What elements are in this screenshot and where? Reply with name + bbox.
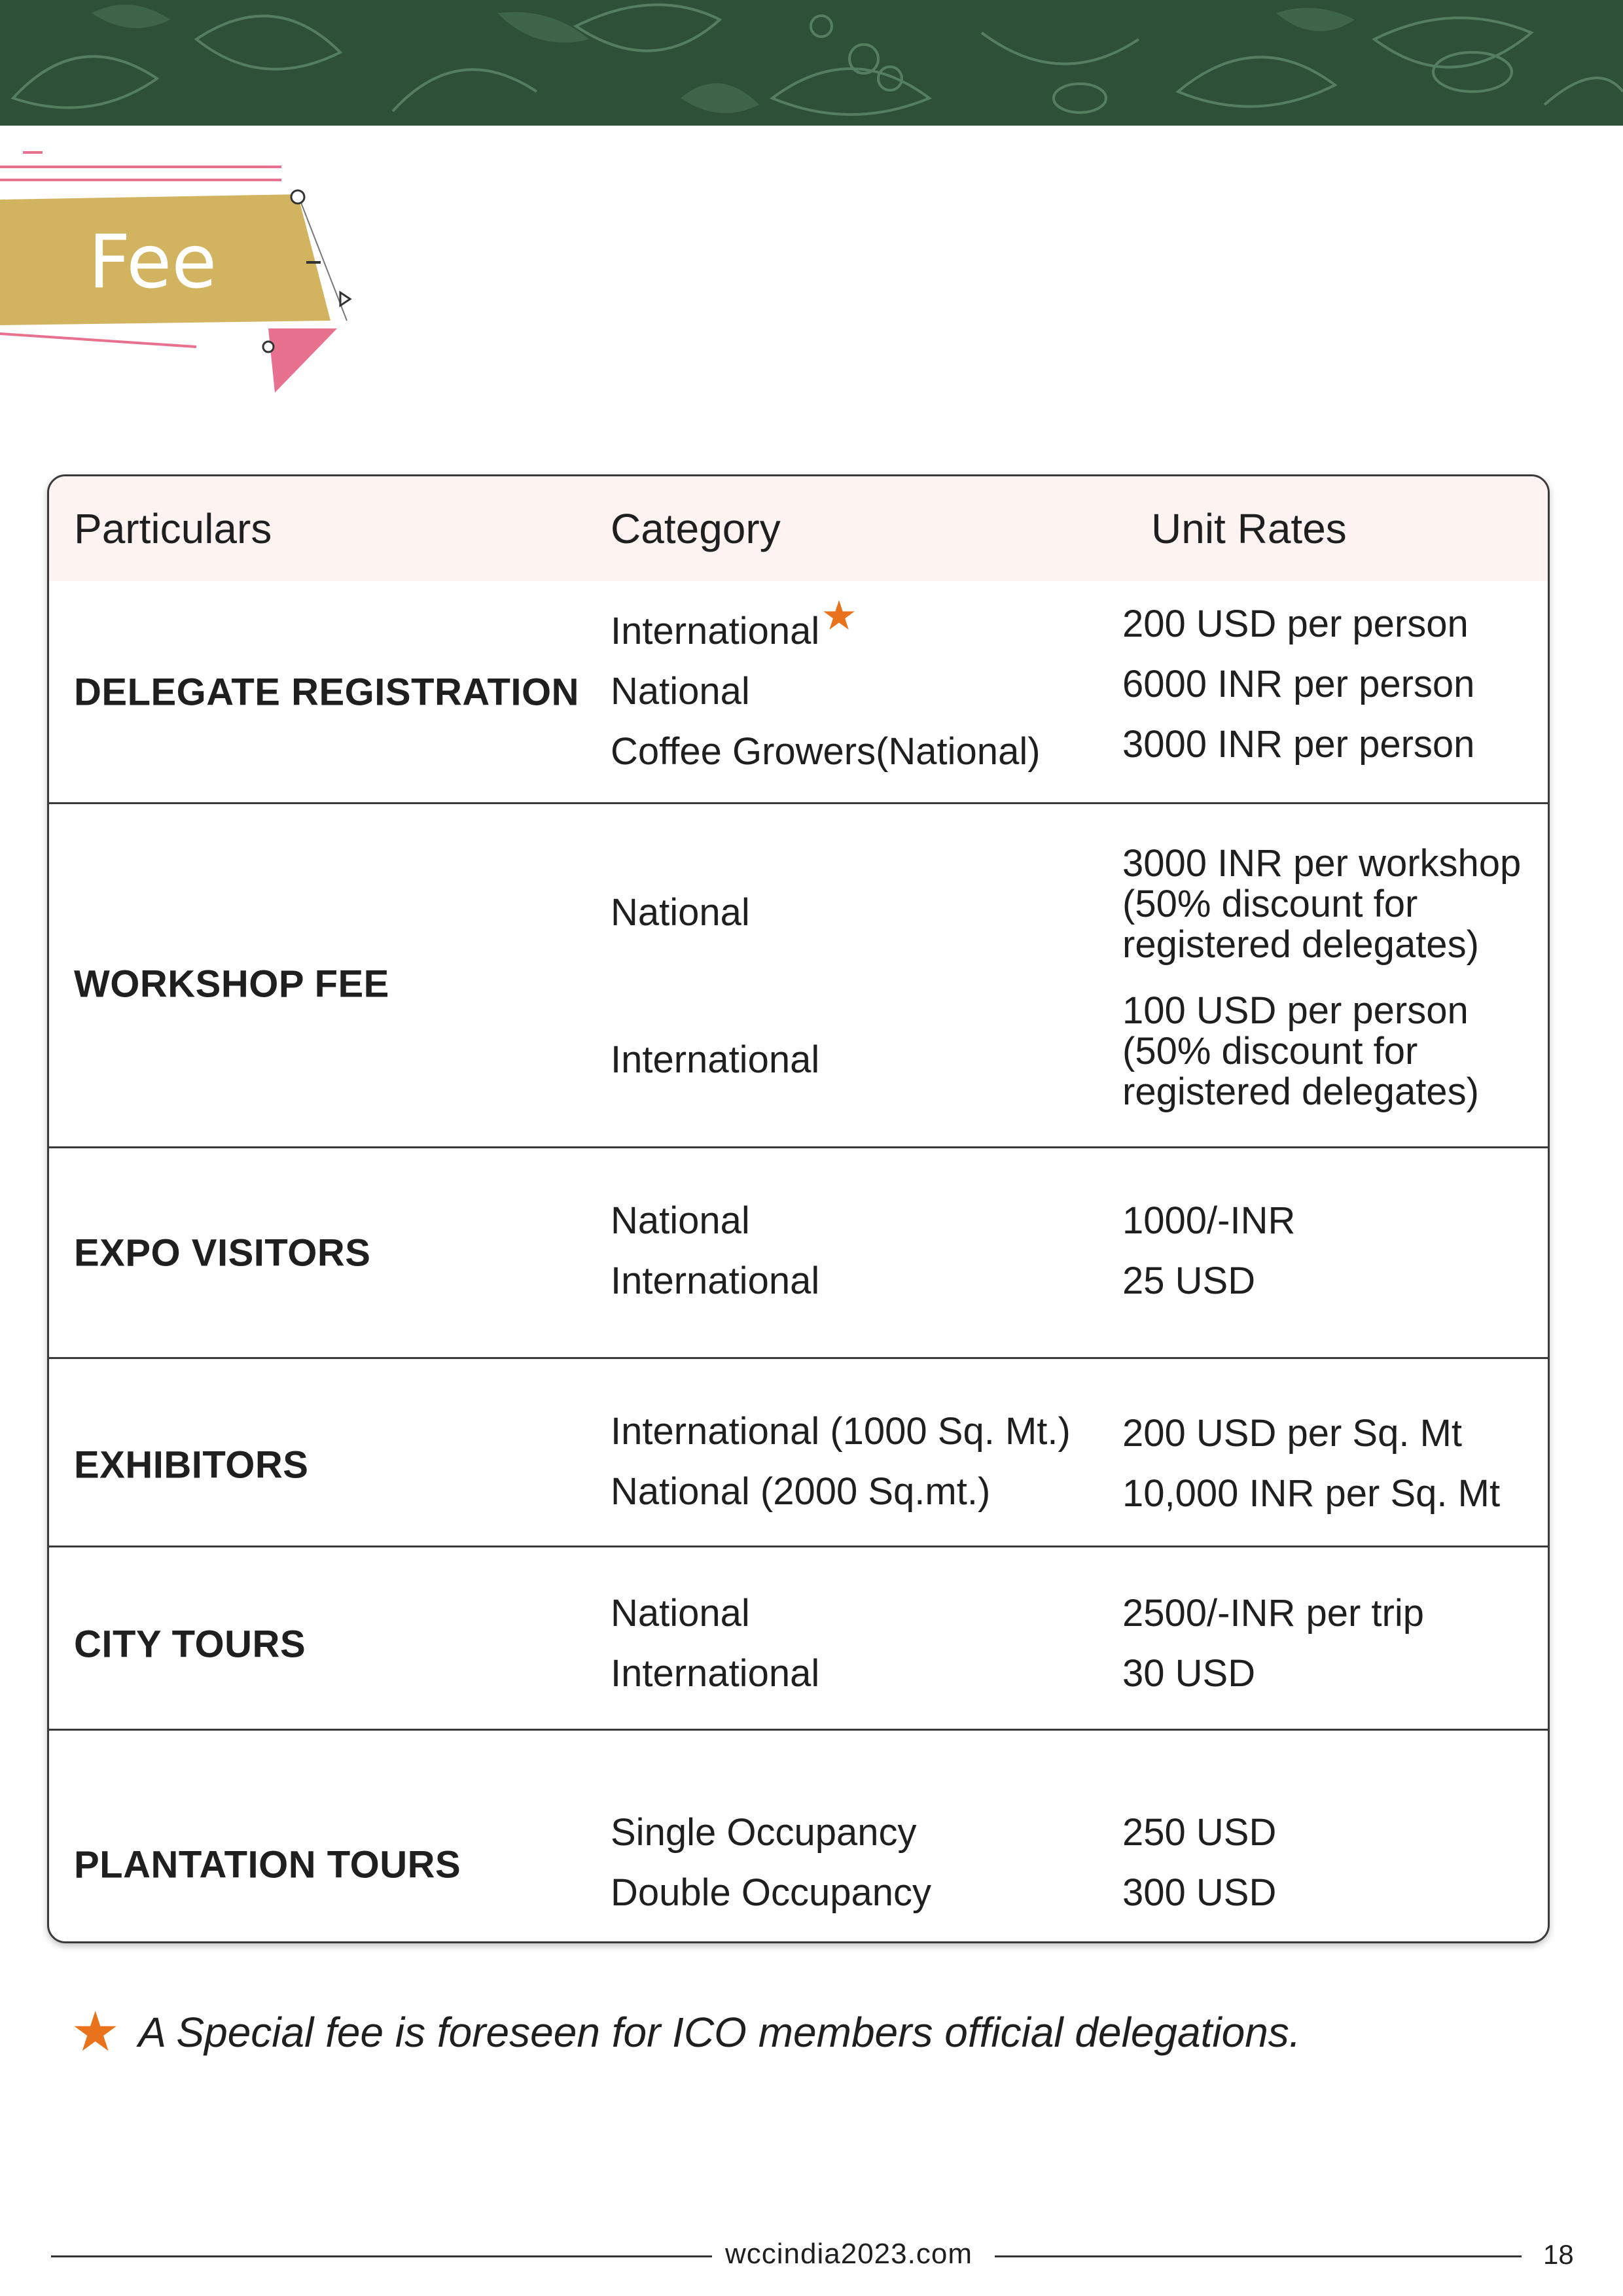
rate-value: 300 USD xyxy=(1122,1871,1277,1914)
particular-label: EXHIBITORS xyxy=(74,1443,309,1487)
category-value: National (2000 Sq.mt.) xyxy=(611,1470,991,1513)
header-banner xyxy=(0,0,1623,126)
footer-website-link[interactable]: wccindia2023.com xyxy=(725,2238,972,2270)
rate-value: 2500/-INR per trip xyxy=(1122,1592,1424,1634)
particular-label: PLANTATION TOURS xyxy=(74,1843,461,1886)
star-icon: ★ xyxy=(71,2001,120,2062)
column-header-unit-rates: Unit Rates xyxy=(1151,505,1347,552)
section-title-tag xyxy=(0,141,366,402)
category-value: International xyxy=(611,1260,820,1302)
rate-value: 200 USD per person xyxy=(1122,603,1469,645)
category-value: National xyxy=(611,670,750,713)
fee-table xyxy=(47,474,1550,1943)
category-value: Single Occupancy xyxy=(611,1811,917,1854)
rate-value: 25 USD xyxy=(1122,1260,1256,1302)
footer-divider-left xyxy=(51,2255,712,2257)
rate-value: 30 USD xyxy=(1122,1652,1256,1695)
particular-label: DELEGATE REGISTRATION xyxy=(74,671,580,714)
category-cell xyxy=(611,593,1041,782)
rate-value: 200 USD per Sq. Mt xyxy=(1122,1412,1462,1455)
rate-value: 6000 INR per person xyxy=(1122,663,1475,705)
rate-value: 1000/-INR xyxy=(1122,1199,1296,1242)
column-header-category: Category xyxy=(611,505,781,552)
leaf-pattern-icon xyxy=(0,0,1623,126)
category-value: National xyxy=(611,1199,750,1242)
table-row-city-tours xyxy=(49,1545,1548,1729)
footnote xyxy=(71,1996,1301,2060)
particular-label: EXPO VISITORS xyxy=(74,1231,371,1275)
category-value: International xyxy=(611,1038,820,1081)
category-value: International xyxy=(611,1652,820,1695)
rate-cell xyxy=(1122,1191,1295,1311)
rate-value: 250 USD xyxy=(1122,1811,1277,1854)
category-value: Coffee Growers(National) xyxy=(611,730,1041,773)
rate-cell xyxy=(1122,594,1474,775)
rate-cell xyxy=(1122,1583,1424,1704)
category-value: National xyxy=(611,891,750,934)
table-row-workshop-fee xyxy=(49,802,1548,1146)
category-cell xyxy=(611,1583,819,1704)
page-number: 18 xyxy=(1543,2239,1574,2270)
particular-label: WORKSHOP FEE xyxy=(74,963,389,1006)
category-value: National xyxy=(611,1592,750,1634)
table-row-expo-visitors xyxy=(49,1146,1548,1357)
column-header-particulars: Particulars xyxy=(74,505,272,552)
category-value: International (1000 Sq. Mt.) xyxy=(611,1410,1071,1453)
table-row-plantation-tours xyxy=(49,1729,1548,1943)
footer-divider-right xyxy=(995,2255,1522,2257)
rate-value: 3000 INR per person xyxy=(1122,723,1475,766)
rate-cell xyxy=(1122,1803,1276,1923)
category-cell xyxy=(611,1402,1071,1522)
particular-label: CITY TOURS xyxy=(74,1623,306,1666)
table-row-exhibitors xyxy=(49,1357,1548,1545)
rate-cell xyxy=(1122,1404,1500,1524)
category-value: Double Occupancy xyxy=(611,1871,932,1914)
rate-value: 10,000 INR per Sq. Mt xyxy=(1122,1472,1501,1515)
category-cell xyxy=(611,1803,931,1923)
category-cell xyxy=(611,1191,819,1311)
rate-value: 3000 INR per workshop (50% discount for registered delegates) xyxy=(1122,842,1522,966)
table-header-row xyxy=(49,476,1548,581)
star-icon: ★ xyxy=(821,593,857,639)
page-title: Fee xyxy=(88,220,217,305)
category-value: International xyxy=(611,610,820,652)
footnote-text: A Special fee is foreseen for ICO members official delegations. xyxy=(138,2009,1301,2056)
table-row-delegate-registration xyxy=(49,581,1548,802)
rate-value: 100 USD per person (50% discount for registered delegates) xyxy=(1122,989,1479,1113)
